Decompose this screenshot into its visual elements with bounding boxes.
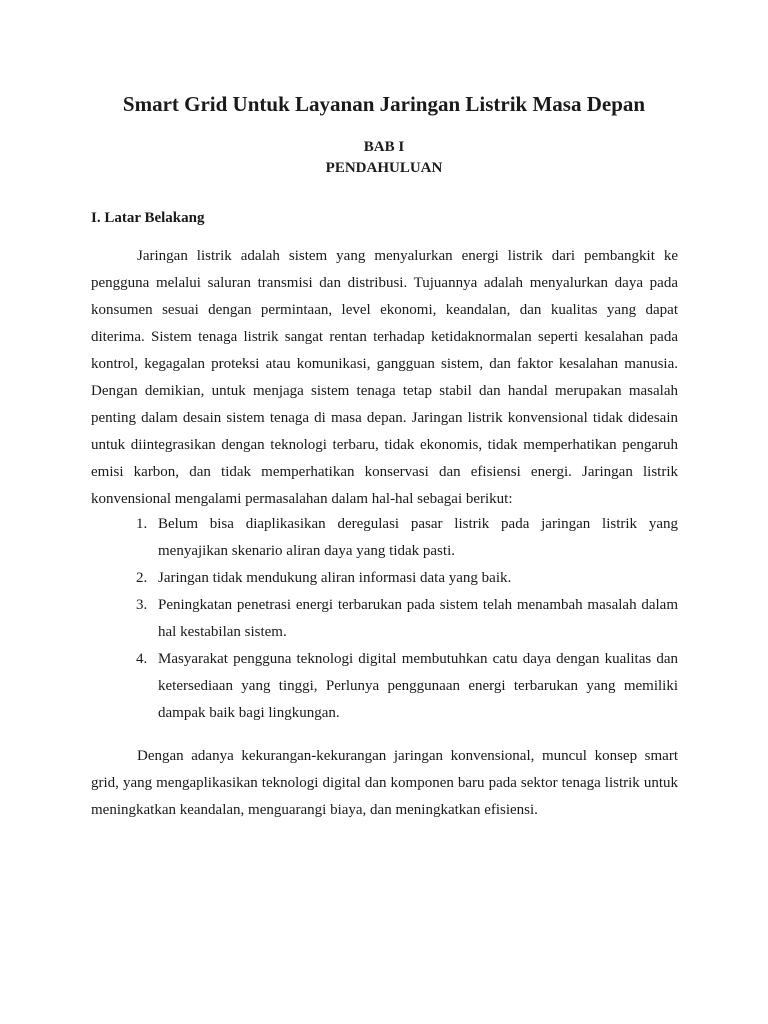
chapter-number: BAB I — [363, 139, 405, 155]
list-item-number: 4. — [136, 651, 148, 667]
chapter-heading — [0, 137, 768, 179]
chapter-title: PENDAHULUAN — [325, 160, 443, 176]
list-item-text: Masyarakat pengguna teknologi digital membutuhkan catu daya dengan kualitas dan ketersediaan yang tinggi, Perlunya penggunaan energi terbarukan yang memiliki dampak baik bagi lingkungan. — [158, 651, 678, 721]
problem-list — [91, 511, 678, 727]
list-item — [91, 592, 678, 646]
list-item-number: 1. — [136, 516, 148, 532]
list-item-text: Belum bisa diaplikasikan deregulasi pasar listrik pada jaringan listrik yang menyajikan skenario aliran daya yang tidak pasti. — [158, 516, 678, 559]
list-item — [91, 646, 678, 727]
paragraph-background: Jaringan listrik adalah sistem yang menyalurkan energi listrik dari pembangkit ke pengguna melalui saluran transmisi dan distribusi. Tujuannya adalah menyalurkan daya pada konsumen sesuai dengan permintaan, level ekonomi, keandalan, dan kualitas yang dapat diterima. Sistem tenaga listrik sangat rentan terhadap ketidaknormalan seperti kesalahan pada kontrol, kegagalan proteksi atau komunikasi, gangguan sistem, dan faktor kesalahan manusia. Dengan demikian, untuk menjaga sistem tenaga tetap stabil dan handal merupakan masalah penting dalam desain sistem tenaga di masa depan. Jaringan listrik konvensional tidak didesain untuk diintegrasikan dengan teknologi terbaru, tidak ekonomis, tidak memperhatikan pengaruh emisi karbon, dan tidak memperhatikan konservasi dan efisiensi energi. Jaringan listrik konvensional mengalami permasalahan dalam hal-hal sebagai berikut: — [91, 248, 678, 507]
list-item — [91, 511, 678, 565]
section-heading: I. Latar Belakang — [91, 210, 205, 226]
list-item-text: Jaringan tidak mendukung aliran informasi data yang baik. — [158, 570, 512, 586]
list-item — [91, 565, 678, 592]
list-item-number: 2. — [136, 570, 148, 586]
list-item-number: 3. — [136, 597, 148, 613]
paragraph-conclusion: Dengan adanya kekurangan-kekurangan jaringan konvensional, muncul konsep smart grid, yang mengaplikasikan teknologi digital dan komponen baru pada sektor tenaga listrik untuk meningkatkan keandalan, menguarangi biaya, dan meningkatkan efisiensi. — [91, 748, 678, 818]
document-title: Smart Grid Untuk Layanan Jaringan Listrik Masa Depan — [122, 92, 646, 116]
list-item-text: Peningkatan penetrasi energi terbarukan pada sistem telah menambah masalah dalam hal kestabilan sistem. — [158, 597, 678, 640]
